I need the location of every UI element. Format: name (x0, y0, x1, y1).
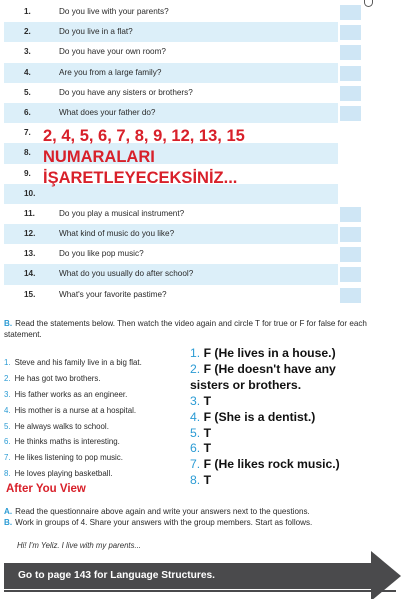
instruction-b-top (4, 319, 396, 340)
instruction-letter: B. (4, 319, 13, 328)
question-number: 1. (24, 7, 31, 16)
question-number: 2. (24, 27, 31, 37)
answer-box[interactable] (340, 247, 361, 262)
statement-item (4, 450, 184, 466)
statement-number: 2. (4, 373, 11, 383)
answer-line (190, 394, 395, 410)
answer-box[interactable] (340, 106, 361, 121)
answer-line (190, 362, 395, 378)
answer-number: 3. (190, 393, 201, 408)
answer-list (190, 346, 395, 489)
statement-number: 5. (4, 421, 11, 431)
answer-text: T (203, 393, 212, 408)
answer-line (190, 473, 395, 489)
answer-text: F (He lives in a house.) (203, 346, 336, 360)
answer-number: 7. (190, 457, 201, 472)
statement-text: Steve and his family live in a big flat. (14, 358, 142, 367)
question-row (4, 224, 338, 244)
question-number: 11. (24, 208, 35, 218)
after-instruction-a (4, 507, 396, 518)
answer-box[interactable] (340, 25, 361, 40)
statement-number: 6. (4, 437, 11, 447)
statement-number: 3. (4, 389, 11, 399)
question-number: 6. (24, 107, 31, 117)
answer-line (190, 441, 395, 457)
question-row (4, 83, 338, 103)
answer-line (190, 378, 395, 394)
question-number: 3. (24, 47, 31, 57)
statement-text: He likes listening to pop music. (14, 453, 123, 463)
banner-text-post: for Language Structures. (91, 570, 215, 581)
statement-text: He always walks to school. (14, 421, 109, 431)
answer-text: sisters or brothers. (190, 377, 302, 392)
statement-text: He thinks maths is interesting. (14, 437, 120, 447)
answer-number: 2. (190, 361, 201, 376)
question-row (4, 244, 338, 264)
question-number: 5. (24, 87, 31, 97)
statement-number: 7. (4, 453, 11, 463)
question-number: 8. (24, 148, 31, 158)
red-instruction-note (43, 126, 245, 189)
answer-text: F (He likes rock music.) (203, 457, 340, 472)
statement-number: 4. (4, 405, 11, 415)
answer-line (190, 410, 395, 426)
banner-page-number: 143 (74, 570, 92, 581)
statement-number: 1. (4, 358, 11, 367)
statement-list (4, 355, 184, 482)
question-text: Do you like pop music? (59, 249, 144, 259)
statement-number: 8. (4, 469, 11, 479)
statement-item (4, 403, 184, 419)
question-number: 9. (24, 168, 31, 178)
statement-text: His father works as an engineer. (14, 389, 128, 399)
after-b-text: Work in groups of 4. Share your answers with the group members. Start as follows. (15, 518, 313, 527)
statement-item (4, 434, 184, 450)
example-sentence: Hi! I'm Yeliz. I live with my parents... (17, 541, 141, 550)
statement-item (4, 387, 184, 403)
banner-text-pre: Go to page (18, 570, 75, 581)
answer-box[interactable] (340, 45, 361, 60)
question-text: What kind of music do you like? (59, 229, 175, 239)
answer-number: 1. (190, 346, 201, 360)
statement-item (4, 419, 184, 435)
question-row (4, 103, 338, 123)
question-text: Do you live in a flat? (59, 27, 133, 37)
question-number: 14. (24, 269, 36, 279)
red-note-line-1: 2, 4, 5, 6, 7, 8, 9, 12, 13, 15 (43, 127, 245, 145)
question-text: Do you have your own room? (59, 47, 166, 57)
question-row (4, 204, 338, 224)
question-row (4, 42, 338, 62)
answer-text: F (He doesn't have any (203, 361, 336, 376)
banner-underline (4, 590, 396, 592)
answer-text: F (She is a dentist.) (203, 409, 316, 424)
answer-text: T (203, 473, 212, 488)
question-text: Do you have any sisters or brothers? (59, 87, 193, 97)
question-row (4, 285, 338, 305)
answer-text: T (203, 441, 212, 456)
statement-item (4, 466, 184, 482)
question-row (4, 63, 338, 83)
answer-line (190, 457, 395, 473)
after-instruction-b (4, 518, 396, 529)
red-note-line-2: NUMARALARI (43, 148, 155, 166)
answer-box[interactable] (340, 66, 361, 81)
question-number: 13. (24, 249, 36, 259)
after-a-letter: A. (4, 507, 13, 516)
statement-item (4, 371, 184, 387)
after-a-text: Read the questionnaire above again and write your answers next to the questions. (15, 507, 310, 516)
statement-text: He loves playing basketball. (14, 469, 113, 479)
answer-number: 4. (190, 409, 201, 424)
answer-box[interactable] (340, 288, 361, 303)
question-text: Do you play a musical instrument? (59, 208, 185, 218)
page-corner-mark (364, 0, 373, 7)
question-row (4, 264, 338, 284)
statement-text: His mother is a nurse at a hospital. (14, 405, 137, 415)
instruction-text: Read the statements below. Then watch the video again and circle T for true or F for false for each statement. (4, 319, 367, 339)
statement-item (4, 355, 184, 371)
after-you-view-heading: After You View (6, 483, 86, 495)
statement-text: He has got two brothers. (14, 373, 101, 383)
question-text: Are you from a large family? (59, 67, 162, 77)
after-b-letter: B. (4, 518, 13, 527)
answer-box[interactable] (340, 86, 361, 101)
answer-line (190, 426, 395, 442)
answer-number: 5. (190, 425, 201, 440)
question-row (4, 22, 338, 42)
question-text: What do you usually do after school? (59, 269, 194, 279)
answer-number: 8. (190, 473, 201, 488)
question-row (4, 2, 338, 22)
answer-line (190, 346, 395, 362)
question-number: 12. (24, 229, 36, 239)
answer-box[interactable] (340, 267, 361, 282)
question-number: 10. (24, 188, 36, 198)
answer-box[interactable] (340, 227, 361, 242)
question-text: What does your father do? (59, 107, 156, 117)
question-text: Do you live with your parents? (59, 7, 169, 16)
answer-box[interactable] (340, 207, 361, 222)
language-structures-banner[interactable] (4, 563, 380, 589)
question-number: 4. (24, 67, 31, 77)
red-note-line-3: İŞARETLEYECEKSİNİZ... (43, 169, 238, 187)
answer-text: T (203, 425, 212, 440)
question-number: 7. (24, 128, 31, 138)
question-text: What's your favorite pastime? (59, 289, 167, 299)
question-number: 15. (24, 289, 36, 299)
answer-number: 6. (190, 441, 201, 456)
answer-box[interactable] (340, 5, 361, 20)
